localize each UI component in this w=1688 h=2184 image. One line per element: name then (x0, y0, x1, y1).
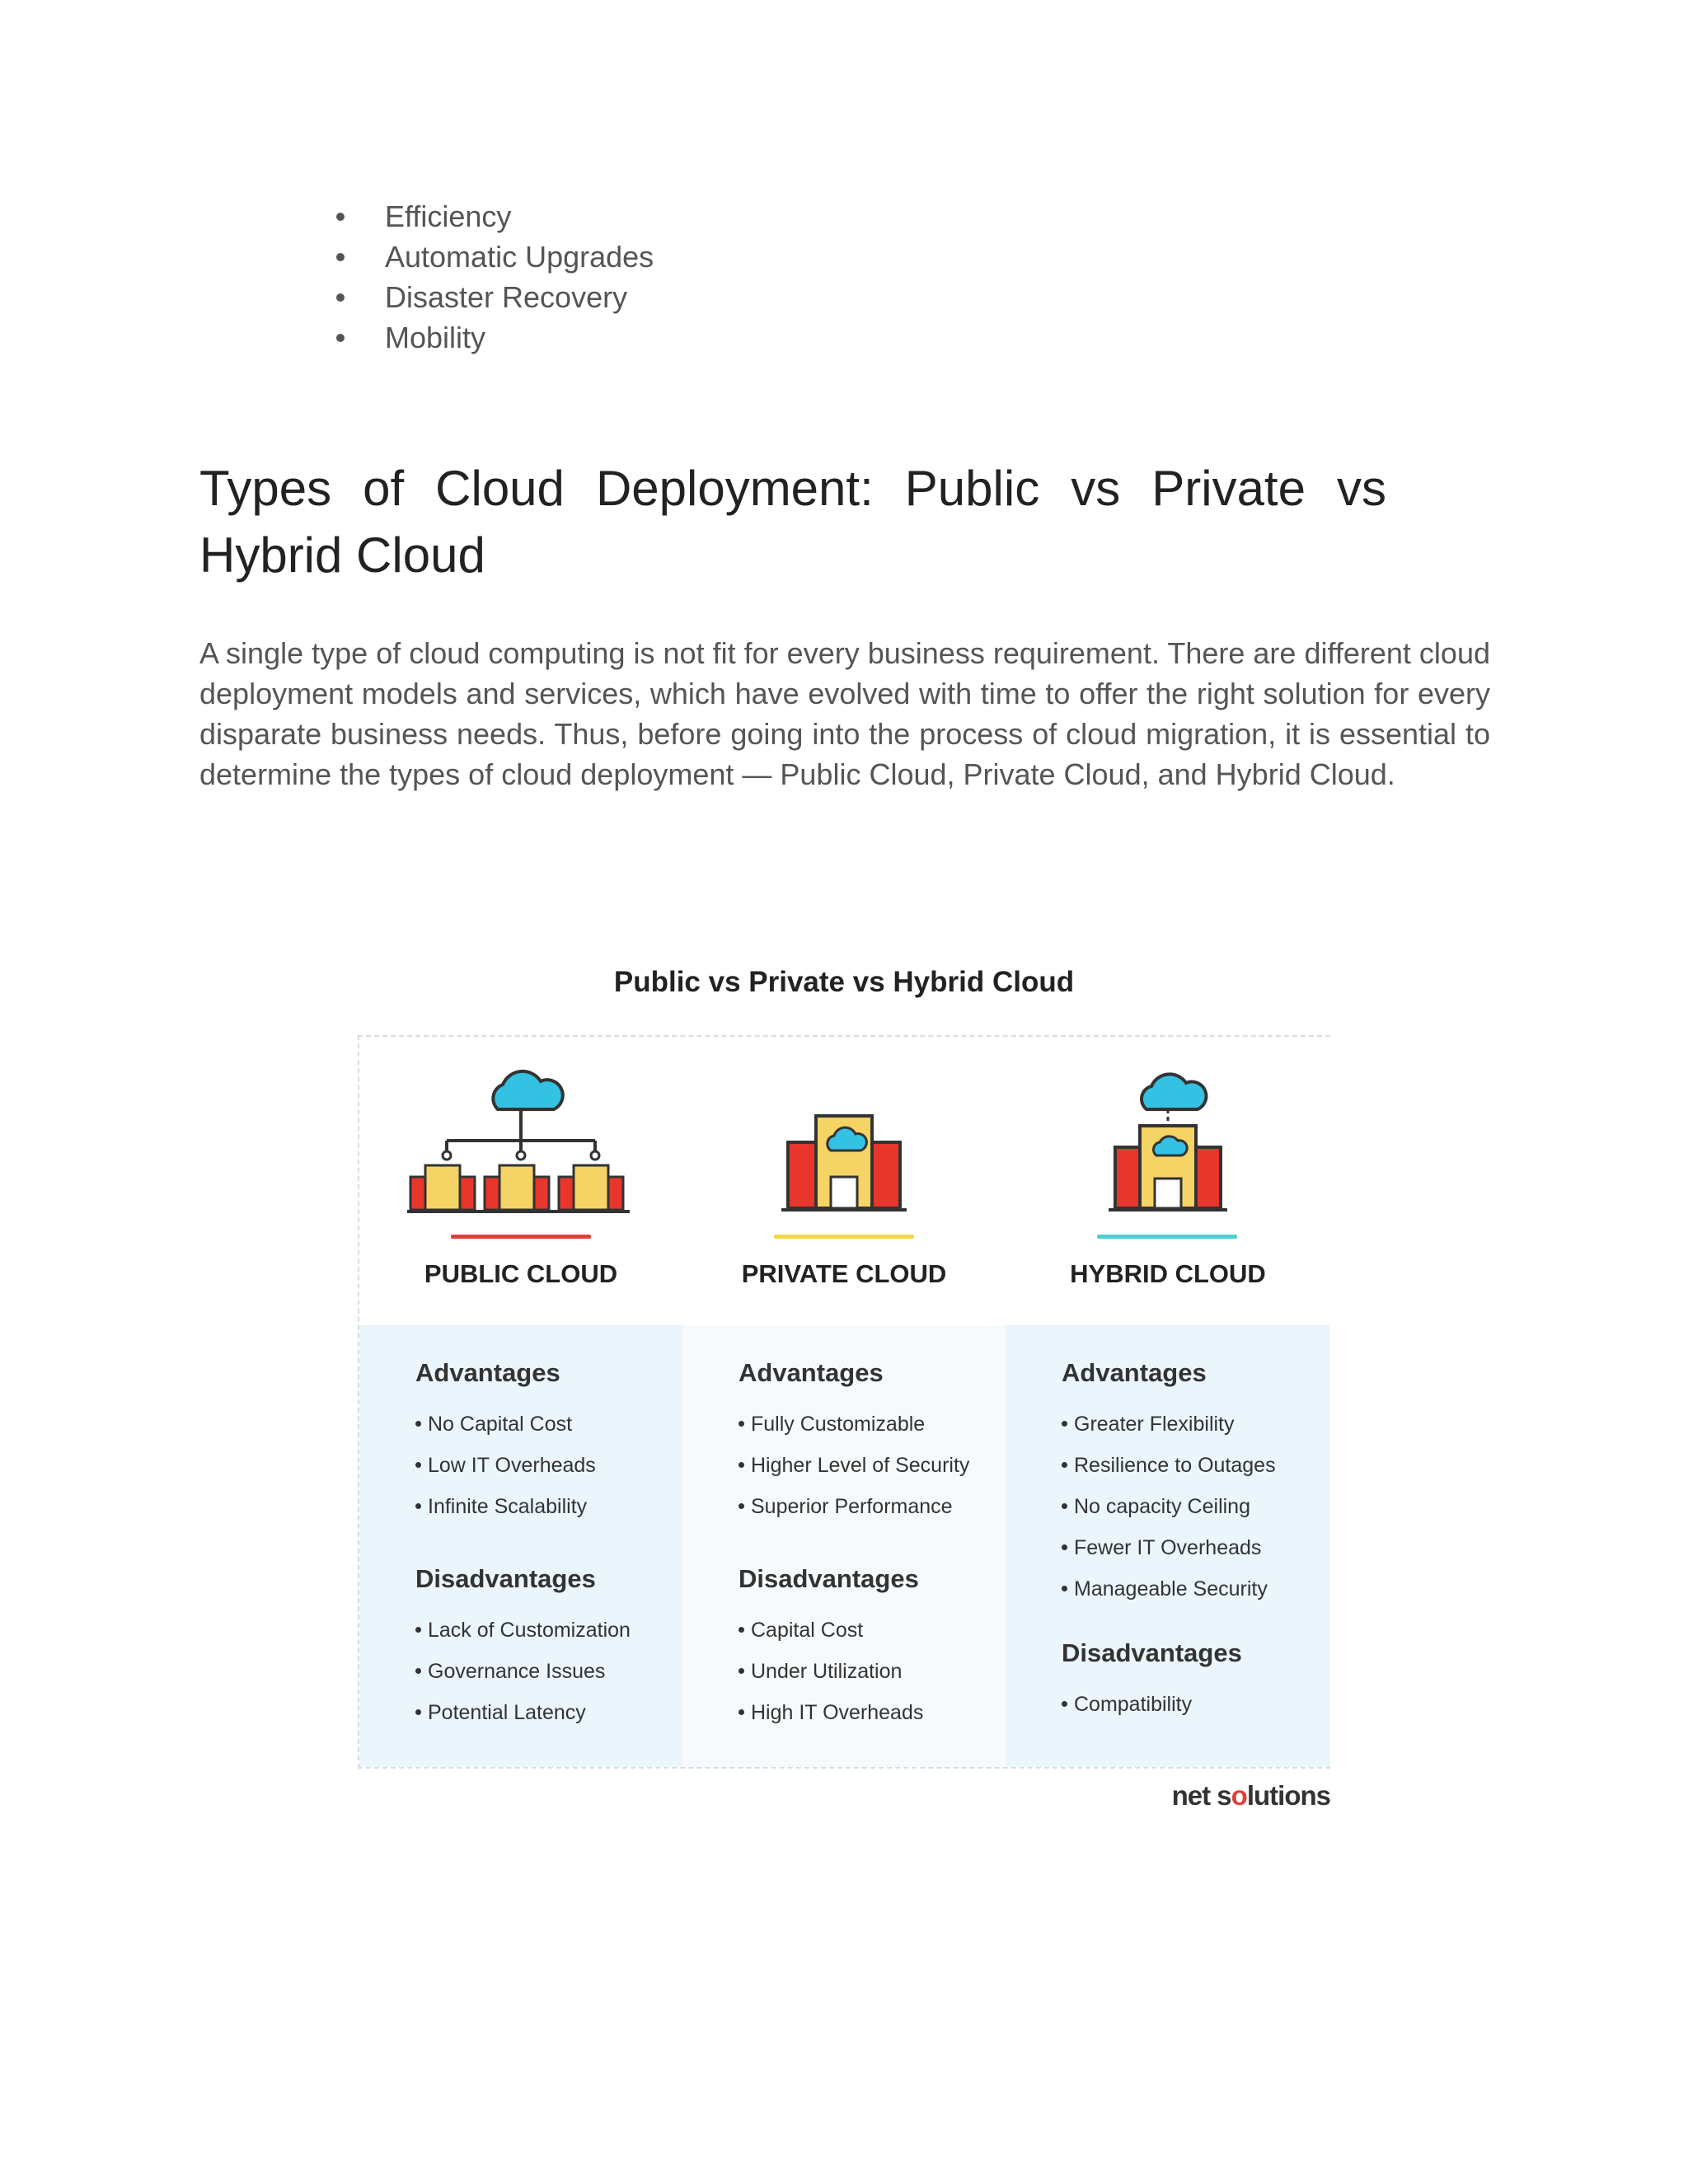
infographic-title: Public vs Private vs Hybrid Cloud (613, 966, 1075, 998)
public-cloud-icon (359, 1062, 682, 1218)
list-item: Low IT Overheads (415, 1454, 596, 1478)
hybrid-cloud-icon (1006, 1062, 1330, 1218)
advantages-heading: Advantages (1062, 1358, 1207, 1387)
private-accent-line (774, 1235, 914, 1239)
list-item: Resilience to Outages (1062, 1454, 1276, 1478)
advantages-heading: Advantages (738, 1358, 884, 1387)
advantages-heading: Advantages (415, 1358, 560, 1387)
brand-logo: net solutions (1171, 1780, 1330, 1811)
list-item: Infinite Scalability (415, 1495, 587, 1519)
disadvantages-heading: Disadvantages (1062, 1638, 1242, 1667)
private-cloud-icon (682, 1062, 1006, 1218)
section-heading: Types of Cloud Deployment: Public vs Private vs Hybrid Cloud (199, 461, 1386, 583)
hybrid-accent-line (1097, 1235, 1237, 1239)
list-item (330, 317, 654, 358)
private-cloud-column (682, 1037, 1006, 1767)
list-item: Superior Performance (738, 1495, 953, 1519)
comparison-infographic (358, 1035, 1330, 1769)
private-cloud-title: PRIVATE CLOUD (741, 1259, 947, 1288)
bullet-icon (336, 334, 345, 342)
list-item: Governance Issues (415, 1660, 605, 1684)
list-item: Compatibility (1062, 1693, 1192, 1717)
list-item-text: Mobility (385, 321, 486, 354)
public-accent-line (451, 1235, 591, 1239)
list-item-text: Efficiency (385, 199, 512, 233)
list-item: Fully Customizable (738, 1413, 925, 1436)
list-item (330, 237, 654, 277)
list-item: Capital Cost (738, 1619, 863, 1643)
list-item-text: Automatic Upgrades (385, 240, 654, 274)
disadvantages-heading: Disadvantages (738, 1564, 919, 1593)
bullet-icon (336, 213, 345, 221)
bullet-icon (336, 253, 345, 261)
list-item: High IT Overheads (738, 1701, 923, 1725)
list-item (330, 196, 654, 237)
list-item: Higher Level of Security (738, 1454, 969, 1478)
public-cloud-title: PUBLIC CLOUD (424, 1259, 618, 1288)
hybrid-cloud-title: HYBRID CLOUD (1070, 1259, 1266, 1288)
public-cloud-column (359, 1037, 682, 1767)
disadvantages-heading: Disadvantages (415, 1564, 596, 1593)
list-item-text: Disaster Recovery (385, 280, 628, 314)
list-item (330, 277, 654, 317)
list-item: No capacity Ceiling (1062, 1495, 1250, 1519)
list-item: Fewer IT Overheads (1062, 1536, 1261, 1560)
list-item: No Capital Cost (415, 1413, 572, 1436)
list-item: Greater Flexibility (1062, 1413, 1235, 1436)
intro-paragraph: A single type of cloud computing is not fit for every business requirement. There are different cloud deployment models and services, which have evolved with time to offer the right solution for every disparate business needs. Thus, before going into the process of cloud migration, it is essential to determine the types of cloud deployment — Public Cloud, Private Cloud, and Hybrid Cloud. (199, 636, 1490, 791)
hybrid-cloud-column (1006, 1037, 1330, 1767)
list-item: Under Utilization (738, 1660, 902, 1684)
feature-bullet-list (330, 196, 654, 358)
list-item: Manageable Security (1062, 1577, 1268, 1601)
list-item: Potential Latency (415, 1701, 586, 1725)
bullet-icon (336, 293, 345, 302)
list-item: Lack of Customization (415, 1619, 631, 1643)
